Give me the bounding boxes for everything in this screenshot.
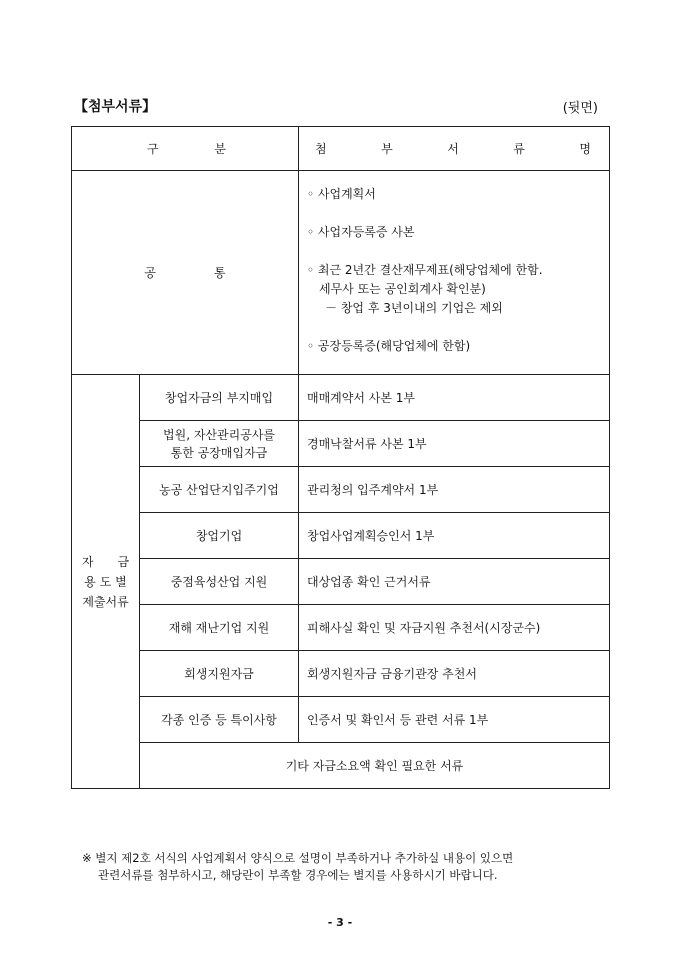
document-cell: 매매계약서 사본 1부 [299,375,610,421]
document-cell: 경매낙찰서류 사본 1부 [299,421,610,467]
header-char: 첨 [315,142,327,156]
category-cell: 창업기업 [140,513,299,559]
table-row [72,375,610,421]
header-char: 부 [381,142,393,156]
table-header-row [72,127,610,171]
page-number: - 3 - [327,916,353,929]
attachments-table [71,126,610,789]
back-side-label: (뒷면) [562,101,598,116]
category-cell: 창업자금의 부지매입 [140,375,299,421]
header-char: 류 [513,142,525,156]
other-documents-cell: 기타 자금소요액 확인 필요한 서류 [140,743,610,789]
table-row-other [72,743,610,789]
document-cell: 대상업종 확인 근거서류 [299,559,610,605]
table-row [72,467,610,513]
group-label-line: 용 도 별 [84,574,127,589]
header-char: 서 [447,142,459,156]
category-cell: 재해 재난기업 지원 [140,605,299,651]
document-cell: 피해사실 확인 및 자금지원 추천서(시장군수) [299,605,610,651]
header-char: 구 [147,142,159,156]
common-item-exception: － 창업 후 3년이내의 기업은 제외 [325,301,503,315]
table-row [72,605,610,651]
common-row [72,171,610,375]
table-row [72,651,610,697]
category-cell: 각종 인증 등 특이사항 [140,697,299,743]
category-cell: 법원, 자산관리공사를 통한 공장매입자금 [140,421,299,467]
header-document-cell [299,127,610,171]
common-item: ◦ 공장등록증(해당업체에 한함) [307,339,471,353]
common-label-char: 통 [214,266,226,280]
category-cell: 농공 산업단지입주기업 [140,467,299,513]
common-documents-cell [299,171,610,375]
footnote [82,850,622,884]
common-item: ◦ 사업계획서 [307,187,376,201]
table-row [72,421,610,467]
group-label-cell [72,375,140,789]
table-row [72,697,610,743]
header-category-cell [72,127,299,171]
footnote-line: 관련서류를 첨부하시고, 해당란이 부족할 경우에는 별지를 사용하시기 바랍니다. [98,868,498,882]
header-char: 명 [579,142,591,156]
document-cell: 관리청의 입주계약서 1부 [299,467,610,513]
footnote-line: ※ 별지 제2호 서식의 사업계획서 양식으로 설명이 부족하거나 추가하실 내용이 있으면 [82,851,514,865]
common-item-continuation: 세무사 또는 공인회계사 확인분) [319,282,486,296]
common-label-char: 공 [144,266,156,280]
group-label-line: 제출서류 [82,594,129,609]
category-cell: 회생지원자금 [140,651,299,697]
common-label-cell [72,171,299,375]
table-row [72,513,610,559]
common-item: ◦ 사업자등록증 사본 [307,225,415,239]
document-cell: 인증서 및 확인서 등 관련 서류 1부 [299,697,610,743]
attachments-title: 【첨부서류】 [74,99,157,115]
category-cell: 중점육성산업 지원 [140,559,299,605]
table-row [72,559,610,605]
header-char: 분 [214,142,226,156]
common-item: ◦ 최근 2년간 결산재무제표(해당업체에 한함. [307,263,543,277]
document-cell: 회생지원자금 금융기관장 추천서 [299,651,610,697]
group-label-line: 자 금 [81,554,130,569]
document-cell: 창업사업계획승인서 1부 [299,513,610,559]
